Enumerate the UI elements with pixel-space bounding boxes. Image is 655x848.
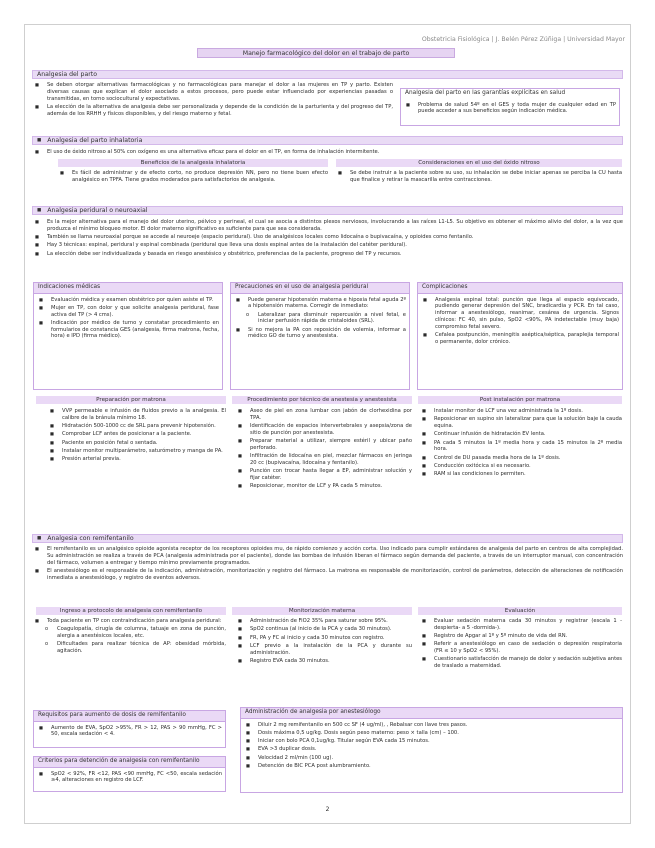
- list-item: ■ Evaluar sedación materna cada 30 minutos y registrar (escala 1 -despierta- a 5 -dormida-).: [420, 618, 622, 632]
- list-item: ■ Iniciar con bolo PCA 0,1ug/kg. Titular según EVA cada 15 minutos.: [244, 738, 619, 745]
- list-item: ■ Hay 3 técnicas: espinal, peridural y espinal combinada (peridural que lleva una dosis espinal antes de la instalación del catéter peridural).: [33, 242, 623, 249]
- list-item: ■ Identificación de espacios intervertebrales y asepsia/zona de sitio de punción por anestesista.: [236, 423, 412, 437]
- complicaciones-title: Complicaciones: [418, 283, 622, 294]
- list-item: o Coagulopatía, cirugía de columna, tatuaje en zona de punción, alergia a anestésicos locales, etc.: [33, 626, 226, 640]
- list-item: ■ Diluir 2 mg remifentanilo en 500 cc SF (4 ug/ml), , Rebalsar con llave tres pasos.: [244, 722, 619, 729]
- indicaciones-box: [33, 282, 223, 390]
- list-item: ■ El anestesiólogo es el responsable de la indicación, administración, monitorización y registro del fármaco. La matrona es responsable de monitorización, control de parámetros, detección de alteraciones de notificación inmediata a anestesiólogo, y registro de eventos adversos.: [33, 568, 623, 582]
- beneficios-text: [58, 170, 328, 185]
- list-item: ■ Indicación por médico de turno y constatar procedimiento en formularios de constancia GES (analgesia, firma matrona, fecha, hora) e IPD (firma médico).: [37, 320, 219, 340]
- list-item: ■ Preparar material a utilizar, siempre estéril y ubicar paño perforado.: [236, 438, 412, 452]
- procedimiento-text: [236, 408, 412, 491]
- list-item: ■ Instalar monitor multiparámetro, saturómetro y manga de PA.: [48, 448, 226, 455]
- list-item: ■ Aumento de EVA, SpO2 >95%, FR > 12, PAS > 90 mmHg, FC > 50, escala sedación < 4.: [37, 725, 222, 739]
- list-item: ■ Es fácil de administrar y de efecto corto, no produce depresión NN, pero no tiene buen efecto analgésico en TPFA. Tiene grados moderados para satisfactorios de analgesia.: [58, 170, 328, 184]
- list-item: ■ Se debe instruir a la paciente sobre su uso, su inhalación se debe iniciar apenas se perciba la CU hasta que finalice y retirar la mascarilla entre contracciones.: [336, 170, 622, 184]
- page-header: Obstetricia Fisiológica | J. Belén Pérez Zúñiga | Universidad Mayor: [421, 36, 625, 43]
- preparacion-text: [48, 408, 226, 464]
- post-text: [420, 408, 622, 479]
- list-item: ■ Cefalea postpunción, meningitis aséptica/séptica, paraplejia temporal o permanente, dolor crónico.: [421, 332, 619, 346]
- consideraciones-text: [336, 170, 622, 185]
- section-inhalatoria: ■ Analgesia del parto inhalatoria: [32, 136, 623, 145]
- requisitos-box: [33, 710, 226, 748]
- list-item: ■ Reposicionar, monitor de LCF y PA cada 5 minutos.: [236, 483, 412, 490]
- evaluacion-header: Evaluación: [418, 607, 622, 615]
- list-item: ■ Control de DU pasada media hora de la 1º dosis.: [420, 455, 622, 462]
- list-item: ■ El remifentanilo es un analgésico opioide agonista receptor de los receptores opioides mu, de rápido comienzo y acción corta. Uso indicado para cumplir estándares de analgesia del parto en centros de alta complejidad. Su administración se realiza a través de PCA (analgesia administrada por el paciente), donde las bombas de infusión liberan el fármaco según demanda del paciente, a través de un interruptor manual, con concentración del fármaco, volumen a entregar y tiempo mínimo previamente programados.: [33, 546, 623, 566]
- list-item: ■ FR, PA y FC al inicio y cada 30 minutos con registro.: [236, 635, 412, 642]
- neuroaxial-text: [33, 219, 623, 259]
- list-item: ■ Paciente en posición fetal o sentada.: [48, 440, 226, 447]
- list-item: ■ Conducción oxitócica si es necesario.: [420, 463, 622, 470]
- list-item: ■ Reposicionar en supino sin lateralizar para que la solución baje la cauda equina.: [420, 416, 622, 430]
- list-item: ■ Detención de BIC PCA post alumbramiento.: [244, 763, 619, 770]
- list-item: ■ La elección debe ser individualizada y basada en riesgo anestésico y obstétrico, preferencias de la paciente, progreso del TP y recursos.: [33, 251, 623, 258]
- list-item: ■ Presión arterial previa.: [48, 456, 226, 463]
- list-item: ■ Registro de Apgar al 1º y 5º minuto de vida del RN.: [420, 633, 622, 640]
- list-item: ■ Mujer en TP, con dolor y que solicite analgesia peridural, fase activa del TP (> 4 cms).: [37, 305, 219, 319]
- list-item: ■ Se deben otorgar alternativas farmacológicas y no farmacológicas para manejar el dolor a las mujeres en TP y parto. Existen diversas causas que explican el dolor asociado a estos procesos, pero puede estar influenciado por experiencias pasadas o transmitidas, en torno sociocultural y expectativas.: [33, 82, 393, 102]
- list-item: ■ LCF previo a la instalación de la PCA y durante su administración.: [236, 643, 412, 657]
- preparacion-header: Preparación por matrona: [36, 396, 226, 404]
- list-item: ■ El uso de óxido nitroso al 50% con oxígeno es una alternativa eficaz para el dolor en el TP, en forma de inhalación intermitente.: [33, 149, 623, 156]
- list-item: ■ Referir a anestesiólogo en caso de sedación o depresión respiratoria (FR ≤ 10 y SpO2 < 95%).: [420, 641, 622, 655]
- list-item: ■ La elección de la alternativa de analgesia debe ser personalizada y depende de la condición de la parturienta y del progreso del TP, además de los RRHH y físicos disponibles, y del riesgo materno y fetal.: [33, 104, 393, 118]
- list-item: o Lateralizar para disminuir repercusión a nivel fetal, e iniciar perfusión rápida de cristaloides (SRL).: [234, 312, 406, 326]
- precauciones-title: Precauciones en el uso de analgesia peridural: [231, 283, 409, 294]
- page-title: Manejo farmacológico del dolor en el trabajo de parto: [197, 48, 455, 58]
- section-remifentanilo: ■ Analgesia con remifentanilo: [32, 534, 623, 543]
- evaluacion-text: [420, 618, 622, 671]
- list-item: ■ SpO2 continua (al inicio de la PCA y cada 30 minutos).: [236, 626, 412, 633]
- list-item: ■ Evaluación médica y examen obstétrico por quien asiste el TP.: [37, 297, 219, 304]
- list-item: ■ Punción con trocar hasta llegar a EP, administrar solución y fijar catéter.: [236, 468, 412, 482]
- list-item: ■ Puede generar hipotensión materna e hipoxia fetal aguda 2º a hipotensión materna. Corregir de inmediato:: [234, 297, 406, 311]
- page-number: 2: [325, 806, 330, 813]
- list-item: ■ Analgesia espinal total: punción que llega al espacio equivocado, pudiendo generar depresión del SNC, bradicardia y PCR. En tal caso, informar a anestesiólogo, reanimar, cesárea de urgencia. Signos clínicos: FC 40, sin pulso, SpO2 <90%, PA indetectable (muy baja) compromiso fetal severo.: [421, 297, 619, 331]
- list-item: ■ Administración de FiO2 35% para saturar sobre 95%.: [236, 618, 412, 625]
- list-item: ■ PA cada 5 minutos la 1º media hora y cada 15 minutos la 2º media hora.: [420, 440, 622, 454]
- administracion-box: [240, 707, 623, 793]
- consideraciones-header: Consideraciones en el uso del óxido nitroso: [336, 159, 622, 167]
- list-item: ■ Aseo de piel en zona lumbar con jabón de clorhexidina por TPA.: [236, 408, 412, 422]
- list-item: ■ SpO2 < 92%, FR <12, PAS <90 mmHg, FC <50, escala sedación ≥4, alteraciones en registro de LCF.: [37, 771, 222, 785]
- requisitos-title: Requisitos para aumento de dosis de remifentanilo: [34, 711, 225, 722]
- analgesia-parto-text: [33, 82, 393, 119]
- list-item: ■ También se llama neuroaxial porque se accede al neuroeje (espacio peridural). Uso de analgésicos locales como lidocaína o bupivacaína, y opioides como fentanilo.: [33, 234, 623, 241]
- list-item: ■ Continuar infusión de hidratación EV lenta.: [420, 431, 622, 438]
- list-item: ■ Dosis máxima 0,5 ug/kg. Dosis según peso materno: peso × talla (cm) – 100.: [244, 730, 619, 737]
- administracion-title: Administración de analgesia por anestesiólogo: [241, 708, 622, 719]
- complicaciones-box: [417, 282, 623, 390]
- list-item: ■ RAM si las condiciones lo permiten.: [420, 471, 622, 478]
- indicaciones-title: Indicaciones médicas: [34, 283, 222, 294]
- list-item: ■ VVP permeable e infusión de fluidos previo a la analgesia. El calibre de la bránula mínimo 18.: [48, 408, 226, 422]
- ingreso-header: Ingreso a protocolo de analgesia con remifentanilo: [36, 607, 226, 615]
- list-item: ■ Toda paciente en TP con contraindicación para analgesia peridural:: [33, 618, 226, 625]
- list-item: o Dificultades para realizar técnica de AP: obesidad mórbida, agitación.: [33, 641, 226, 655]
- list-item: ■ Instalar monitor de LCF una vez administrada la 1º dosis.: [420, 408, 622, 415]
- list-item: ■ Velocidad 2 ml/min (100 ug).: [244, 755, 619, 762]
- list-item: ■ EVA >3 duplicar dosis.: [244, 746, 619, 753]
- monitorizacion-header: Monitorización materna: [232, 607, 412, 615]
- section-analgesia-parto: Analgesia del parto: [32, 70, 623, 79]
- list-item: ■ Hidratación 500-1000 cc de SRL para prevenir hipotensión.: [48, 423, 226, 430]
- list-item: ■ Cuestionario satisfacción de manejo de dolor y sedación subjetiva antes de traslado a maternidad.: [420, 656, 622, 670]
- procedimiento-header: Procedimiento por técnico de anestesia y anestesista: [232, 396, 412, 404]
- list-item: ■ Infiltración de lidocaína en piel, mezclar fármacos en jeringa 20 cc (bupivacaína, lidocaína y fentanilo).: [236, 453, 412, 467]
- criterios-title: Criterios para detención de analgesia con remifentanilo: [34, 757, 225, 768]
- ges-box-title: Analgesia del parto en las garantías explícitas en salud: [401, 89, 619, 99]
- list-item: ■ Comprobar LCF antes de posicionar a la paciente.: [48, 431, 226, 438]
- ges-box: [400, 88, 620, 126]
- section-neuroaxial: ■ Analgesia peridural o neuroaxial: [32, 206, 623, 215]
- list-item: ■ Problema de salud 54º en el GES y toda mujer de cualquier edad en TP puede acceder a sus beneficios según indicación médica.: [404, 102, 616, 116]
- monitorizacion-text: [236, 618, 412, 666]
- list-item: ■ Registro EVA cada 30 minutos.: [236, 658, 412, 665]
- post-header: Post instalación por matrona: [418, 396, 622, 404]
- inhalatoria-text: [33, 149, 623, 157]
- beneficios-header: Beneficios de la analgesia inhalatoria: [58, 159, 328, 167]
- list-item: ■ Si no mejora la PA con reposición de volemia, informar a médico GO de turno y anestesista.: [234, 327, 406, 341]
- precauciones-box: [230, 282, 410, 390]
- list-item: ■ Es la mejor alternativa para el manejo del dolor uterino, pélvico y perineal, el cual se asocia a distintos plexos nerviosos, involucrando a las raíces L1-L5. Su objetivo es obtener el máximo alivio del dolor, a la vez que produzca el mínimo bloqueo motor. El dolor materno significativo es suficiente para que sea considerada.: [33, 219, 623, 233]
- ingreso-text: [33, 618, 226, 656]
- criterios-box: [33, 756, 226, 792]
- remifentanilo-text: [33, 546, 623, 583]
